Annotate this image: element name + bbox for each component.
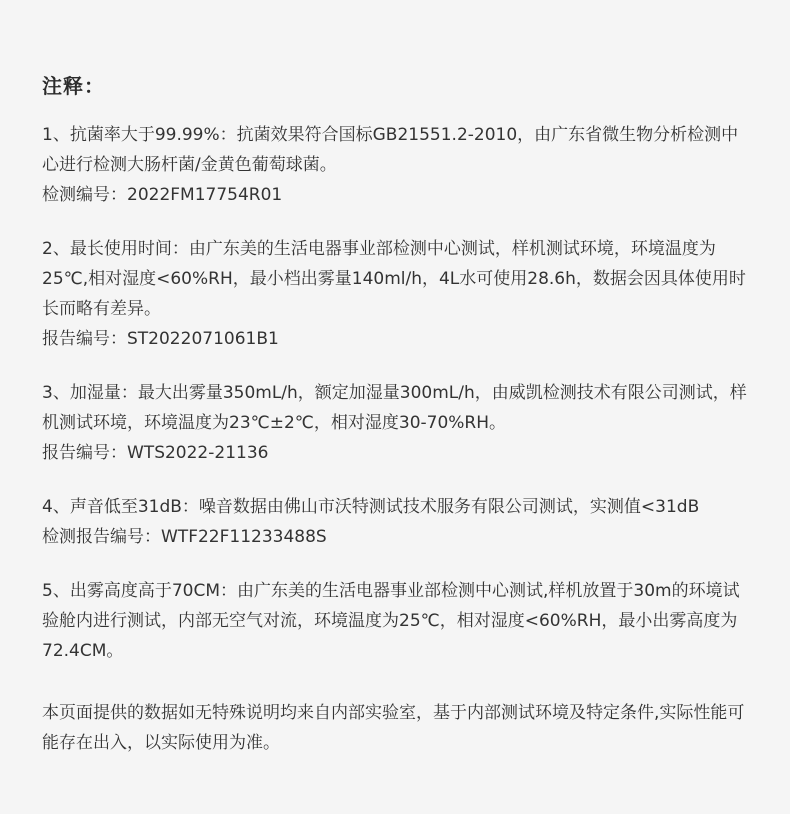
- disclaimer-text: 本页面提供的数据如无特殊说明均来自内部实验室，基于内部测试环境及特定条件,实际性能可能存在出入，以实际使用为准。: [42, 703, 745, 753]
- spacer: [42, 468, 750, 492]
- note-text: 3、加湿量：最大出雾量350mL/h，额定加湿量300mL/h，由威凯检测技术有限公司测试，样机测试环境，环境温度为23℃±2℃，相对湿度30-70%RH。: [42, 383, 747, 433]
- note-item-5: [42, 576, 750, 666]
- spacer: [42, 210, 750, 234]
- note-item-4: [42, 492, 750, 552]
- note-report-number: 报告编号：WTS2022-21136: [42, 443, 269, 463]
- notes-title: 注释：: [42, 74, 105, 98]
- spacer: [42, 666, 750, 698]
- note-report-number: 检测编号：2022FM17754R01: [42, 185, 283, 205]
- note-report-number: 报告编号：ST2022071061B1: [42, 329, 279, 349]
- footer-disclaimer: [42, 698, 750, 758]
- note-item-2: [42, 234, 750, 354]
- note-text: 2、最长使用时间：由广东美的生活电器事业部检测中心测试，样机测试环境，环境温度为25℃,相对湿度<60%RH，最小档出雾量140ml/h，4L水可使用28.6h，数据会因具体使用时长而略有差异。: [42, 239, 746, 319]
- note-report-number: 检测报告编号：WTF22F11233488S: [42, 527, 327, 547]
- note-item-3: [42, 378, 750, 468]
- note-text: 1、抗菌率大于99.99%：抗菌效果符合国标GB21551.2-2010，由广东省微生物分析检测中心进行检测大肠杆菌/金黄色葡萄球菌。: [42, 125, 739, 175]
- note-text: 4、声音低至31dB：噪音数据由佛山市沃特测试技术服务有限公司测试，实测值<31dB: [42, 497, 700, 517]
- spacer: [42, 552, 750, 576]
- spacer: [42, 354, 750, 378]
- note-text: 5、出雾高度高于70CM：由广东美的生活电器事业部检测中心测试,样机放置于30m的环境试验舱内进行测试，内部无空气对流，环境温度为25℃，相对湿度<60%RH，最小出雾高度为72.4CM。: [42, 581, 740, 661]
- note-item-1: [42, 120, 750, 210]
